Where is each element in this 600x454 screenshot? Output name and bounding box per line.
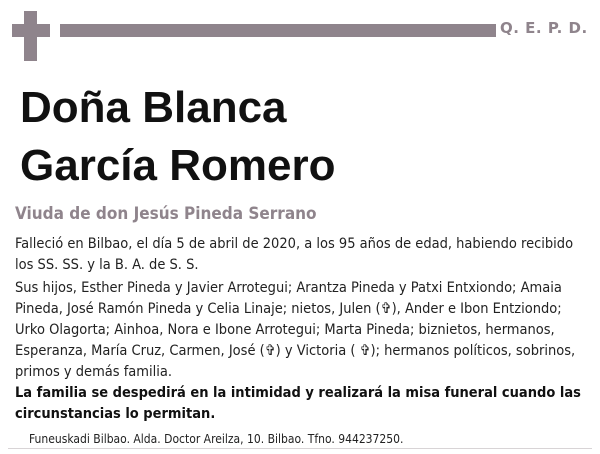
deceased-name-line2: García Romero bbox=[20, 141, 336, 190]
cross-horizontal-bar bbox=[12, 24, 50, 37]
qepd-label: Q. E. P. D. bbox=[500, 19, 588, 37]
death-announcement-paragraph: Falleció en Bilbao, el día 5 de abril de 2020, a los 95 años de edad, habiendo recibido los SS. SS. y la B. A. de S. S. bbox=[15, 236, 574, 273]
funeral-home-footer: Funeuskadi Bilbao. Alda. Doctor Areilza, 10. Bilbao. Tfno. 944237250. bbox=[29, 432, 404, 446]
widow-subtitle: Viuda de don Jesús Pineda Serrano bbox=[15, 204, 317, 224]
header-rule bbox=[60, 24, 496, 37]
bottom-divider bbox=[8, 448, 592, 449]
deceased-name-line1: Doña Blanca bbox=[20, 83, 287, 132]
latin-cross-icon bbox=[12, 11, 50, 61]
family-paragraph: Sus hijos, Esther Pineda y Javier Arrotegui; Arantza Pineda y Patxi Entxiondo; Amaia Pineda, José Ramón Pineda y Celia Linaje; nietos, Julen (✞), Ander e Ibon Entziondo; Urko Olagorta; Ainhoa, Nora e Ibone Arrotegui; Marta Pineda; biznietos, hermanos, Esperanza, María Cruz, Carmen, José (✞) y Victoria ( ✞); hermanos políticos, sobrinos, primos y demás familia. bbox=[15, 280, 576, 380]
funeral-notice-paragraph: La familia se despedirá en la intimidad y realizará la misa funeral cuando las circunstancias lo permitan. bbox=[15, 385, 581, 422]
